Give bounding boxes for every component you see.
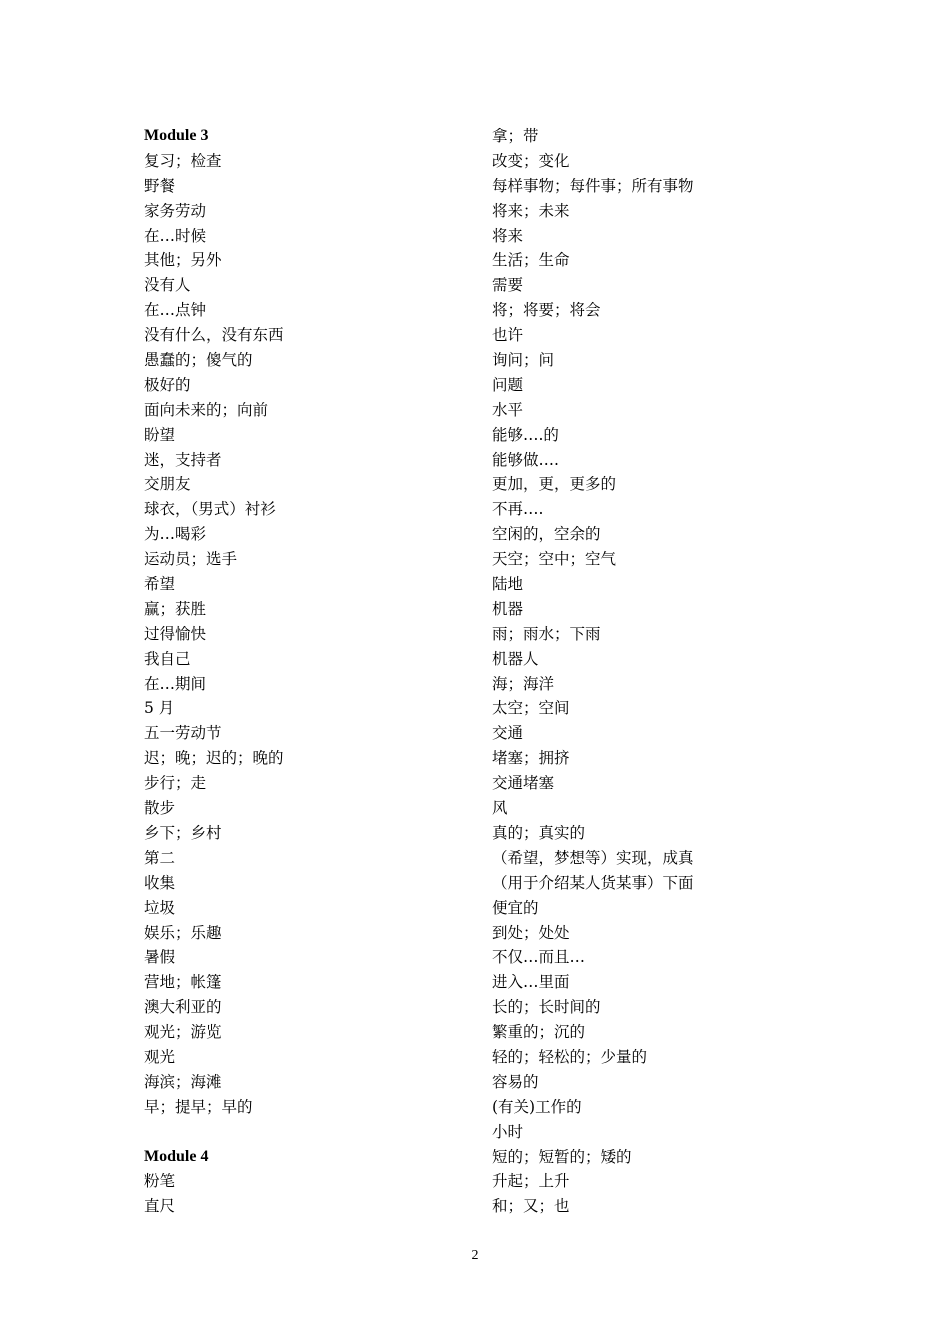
vocabulary-entry: 希望 (144, 575, 176, 594)
vocabulary-entry: （用于介绍某人货某事）下面 (492, 873, 694, 892)
vocabulary-entry: 赢；获胜 (144, 599, 207, 618)
vocabulary-entry: 需要 (492, 276, 524, 295)
vocabulary-entry: 极好的 (144, 375, 191, 394)
vocabulary-entry: 在…期间 (144, 674, 207, 693)
vocabulary-entry: 直尺 (144, 1197, 176, 1216)
vocabulary-entry: 将来；未来 (492, 201, 570, 220)
vocabulary-entry: 风 (492, 799, 508, 818)
vocabulary-entry: 第二 (144, 848, 176, 867)
vocabulary-entry: 轻的；轻松的；少量的 (492, 1047, 648, 1066)
vocabulary-entry: 更加，更，更多的 (492, 475, 617, 494)
vocabulary-entry: 真的；真实的 (492, 823, 586, 842)
vocabulary-entry: 繁重的；沉的 (492, 1023, 586, 1042)
vocabulary-entry: 到处；处处 (492, 923, 570, 942)
vocabulary-entry: 进入…里面 (492, 973, 570, 992)
vocabulary-entry: 盼望 (144, 425, 176, 444)
vocabulary-entry: 升起；上升 (492, 1172, 570, 1191)
vocabulary-entry: 机器人 (492, 649, 539, 668)
vocabulary-entry: 陆地 (492, 575, 524, 594)
vocabulary-entry: 能够做…. (492, 450, 559, 469)
vocabulary-entry: 交通堵塞 (492, 774, 555, 793)
vocabulary-entry: 也许 (492, 326, 524, 345)
vocabulary-entry: 海；海洋 (492, 674, 555, 693)
module-heading: Module 4 (144, 1147, 209, 1165)
vocabulary-entry: 将；将要；将会 (492, 301, 601, 320)
vocabulary-entry: 复习；检查 (144, 151, 222, 170)
vocabulary-entry: 娱乐；乐趣 (144, 923, 222, 942)
vocabulary-entry: 没有人 (144, 276, 191, 295)
vocabulary-entry: 过得愉快 (144, 624, 207, 643)
vocabulary-entry: 垃圾 (144, 898, 176, 917)
vocabulary-entry: 5 月 (144, 699, 175, 718)
vocabulary-entry: 每样事物；每件事；所有事物 (492, 176, 694, 195)
vocabulary-entry: 问题 (492, 375, 524, 394)
vocabulary-entry: 容易的 (492, 1072, 539, 1091)
vocabulary-entry: 面向未来的；向前 (144, 400, 269, 419)
vocabulary-entry: 营地；帐篷 (144, 973, 222, 992)
vocabulary-entry: 不再…. (492, 500, 544, 519)
vocabulary-entry: 在…点钟 (144, 301, 207, 320)
vocabulary-entry: 太空；空间 (492, 699, 570, 718)
vocabulary-entry: 粉笔 (144, 1172, 176, 1191)
vocabulary-entry: 机器 (492, 599, 524, 618)
vocabulary-entry: 愚蠢的；傻气的 (144, 351, 253, 370)
vocabulary-entry: 询问；问 (492, 351, 555, 370)
vocabulary-entry: 迷，支持者 (144, 450, 222, 469)
vocabulary-entry: 拿；带 (492, 127, 539, 145)
vocabulary-entry: 其他；另外 (144, 251, 222, 270)
vocabulary-entry: 家务劳动 (144, 201, 207, 220)
vocabulary-entry: 迟；晚；迟的；晚的 (144, 749, 284, 768)
vocabulary-entry: 海滨；海滩 (144, 1072, 222, 1091)
vocabulary-entry: 步行；走 (144, 774, 207, 793)
vocabulary-entry: 空闲的，空余的 (492, 525, 601, 544)
vocabulary-entry: 我自己 (144, 649, 191, 668)
vocabulary-entry: 堵塞；拥挤 (492, 749, 570, 768)
vocabulary-entry: 便宜的 (492, 898, 539, 917)
vocabulary-entry: 交通 (492, 724, 524, 743)
right-vocabulary-column (492, 124, 822, 1219)
page-number: 2 (471, 1248, 479, 1263)
vocabulary-entry: 在…时候 (144, 226, 207, 245)
vocabulary-entry: 能够….的 (492, 425, 559, 444)
vocabulary-entry: 没有什么，没有东西 (144, 326, 284, 345)
vocabulary-entry: 水平 (492, 400, 524, 419)
vocabulary-entry: 短的；短暂的；矮的 (492, 1147, 632, 1166)
vocabulary-entry: 散步 (144, 799, 176, 818)
vocabulary-entry: 观光；游览 (144, 1023, 222, 1042)
vocabulary-entry: 不仅…而且… (492, 948, 586, 967)
module-heading: Module 3 (144, 127, 209, 144)
vocabulary-entry: 生活；生命 (492, 251, 570, 270)
vocabulary-entry: 收集 (144, 873, 176, 892)
left-vocabulary-column (144, 124, 464, 1219)
vocabulary-entry: 长的；长时间的 (492, 998, 601, 1017)
vocabulary-entry: 小时 (492, 1122, 524, 1141)
vocabulary-entry: 交朋友 (144, 475, 191, 494)
vocabulary-entry: 改变；变化 (492, 151, 570, 170)
vocabulary-entry: (有关)工作的 (492, 1097, 582, 1116)
vocabulary-entry: 天空；空中；空气 (492, 550, 617, 569)
vocabulary-entry: 观光 (144, 1047, 176, 1066)
vocabulary-entry: 早；提早；早的 (144, 1097, 253, 1116)
vocabulary-entry: 球衣，（男式）衬衫 (144, 500, 276, 519)
vocabulary-entry: 将来 (492, 226, 524, 245)
vocabulary-entry: 乡下；乡村 (144, 823, 222, 842)
vocabulary-entry: 运动员；选手 (144, 550, 238, 569)
vocabulary-entry: （希望，梦想等）实现，成真 (492, 848, 694, 867)
vocabulary-entry: 为…喝彩 (144, 525, 207, 544)
blank-line (144, 1120, 464, 1145)
vocabulary-entry: 雨；雨水；下雨 (492, 624, 601, 643)
vocabulary-entry: 野餐 (144, 176, 176, 195)
vocabulary-entry: 五一劳动节 (144, 724, 222, 743)
vocabulary-entry: 暑假 (144, 948, 176, 967)
vocabulary-entry: 澳大利亚的 (144, 998, 222, 1017)
vocabulary-entry: 和；又；也 (492, 1197, 570, 1216)
